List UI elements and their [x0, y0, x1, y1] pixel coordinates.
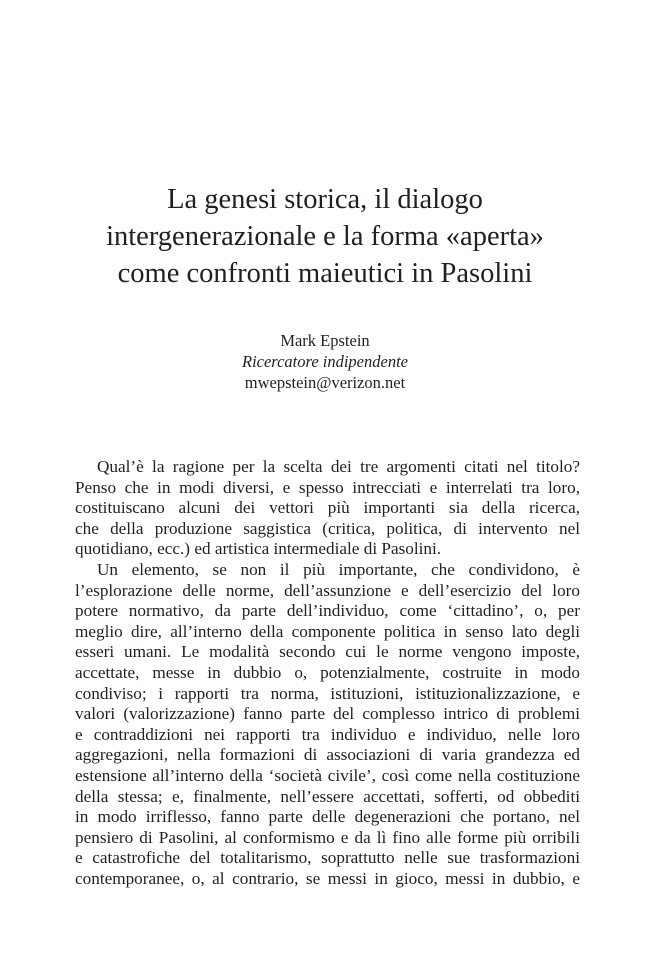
body-line: costituiscano alcuni dei vettori più importanti sia della ricerca, [75, 498, 580, 518]
body-line: in modo irriflesso, fanno parte delle degenerazioni che portano, nel [75, 807, 580, 827]
body-line: e catastrofiche del totalitarismo, soprattutto nelle sue trasformazioni [75, 848, 580, 868]
body-line: potere normativo, da parte dell’individuo, come ‘cittadino’, o, per [75, 601, 580, 621]
body-line: Penso che in modi diversi, e spesso intrecciati e interrelati tra loro, [75, 477, 580, 497]
title-line: come confronti maieutici in Pasolini [117, 258, 533, 289]
article-title [60, 181, 590, 292]
body-text [75, 457, 580, 889]
author-affiliation: Ricercatore indipendente [241, 352, 408, 371]
body-line: che della produzione saggistica (critica, politica, di intervento nel [75, 518, 580, 538]
body-line: Un elemento, se non il più importante, che condividono, è [97, 559, 580, 579]
body-line: condiviso; i rapporti tra norma, istituzioni, istituzionalizzazione, e [75, 683, 580, 703]
body-line: accettate, messe in dubbio o, potenzialmente, costruite in modo [75, 662, 580, 682]
body-line: contemporanee, o, al contrario, se messi in gioco, messi in dubbio, e [75, 868, 580, 888]
body-line: Qual’è la ragione per la scelta dei tre argomenti citati nel titolo? [97, 457, 580, 476]
title-line: intergenerazionale e la forma «aperta» [106, 221, 544, 252]
body-line: meglio dire, all’interno della componente politica in senso lato degli [75, 621, 580, 641]
body-line: della stessa; e, finalmente, nell’essere accettati, sofferti, od obbediti [75, 786, 580, 806]
body-line: quotidiano, ecc.) ed artistica intermediale di Pasolini. [75, 539, 442, 559]
body-line: pensiero di Pasolini, al conformismo e da lì fino alle forme più orribili [75, 827, 580, 847]
title-line: La genesi storica, il dialogo [167, 184, 483, 215]
author-name: Mark Epstein [280, 331, 370, 350]
body-line: l’esplorazione delle norme, dell’assunzione e dell’esercizio del loro [75, 580, 580, 600]
body-line: e contraddizioni nei rapporti tra individuo e individuo, nelle loro [75, 724, 580, 744]
body-line: valori (valorizzazione) fanno parte del complesso intrico di problemi [75, 704, 580, 724]
body-line: aggregazioni, nella formazioni di associazioni di varia grandezza ed [75, 745, 580, 765]
body-line: estensione all’interno della ‘società civile’, così come nella costituzione [75, 765, 580, 785]
body-line: esseri umani. Le modalità secondo cui le norme vengono imposte, [75, 642, 580, 662]
author-email[interactable]: mwepstein@verizon.net [244, 373, 406, 392]
author-block [125, 330, 525, 393]
